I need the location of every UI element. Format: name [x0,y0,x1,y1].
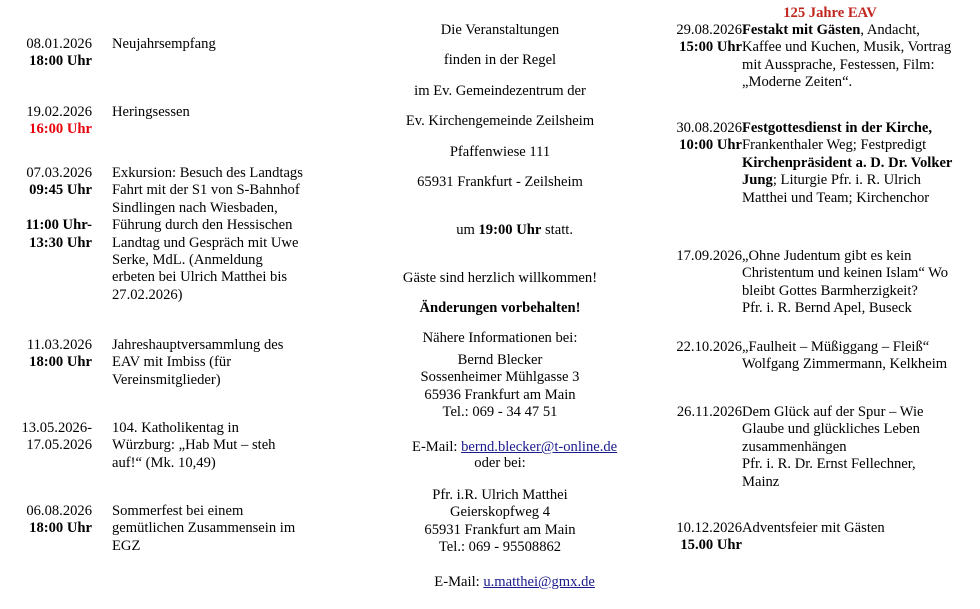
event-line-bold: Jung [742,172,773,189]
event-time-text-3: 13:30 Uhr [29,234,92,251]
or-label: oder bei: [474,455,526,471]
intro-line: im Ev. Gemeindezentrum der [414,82,586,99]
event-line: Christentum und keinen Islam“ Wo [742,265,949,282]
event-time-text: 09:45 Uhr [29,182,92,199]
event-line: mit Aussprache, Festessen, Film: [742,56,935,73]
event-description [742,339,980,374]
event-description [742,520,980,537]
event-date [0,104,92,139]
email-label: E-Mail: [434,574,484,591]
contact-block-2 [350,487,650,609]
event-entry [650,248,980,318]
welcome-note: Gäste sind herzlich willkommen! [402,269,598,286]
event-date-text: 07.03.2026 [26,165,92,181]
event-line: „Faulheit – Müßiggang – Fleiß“ [742,339,930,355]
event-time-text: 10:00 Uhr [679,137,742,154]
intro-line: Die Veranstaltungen [440,22,560,38]
event-date [0,503,92,538]
event-entry [650,339,980,374]
event-line: EAV mit Imbiss (für [112,354,232,371]
event-entry [650,120,980,207]
contact-name: Bernd Blecker [457,352,543,368]
event-line: EGZ [112,537,141,554]
event-date [0,337,92,372]
event-line: Mainz [742,473,780,490]
intro-line: 65931 Frankfurt - Zeilsheim [417,174,583,191]
disclaimer-note: Änderungen vorbehalten! [419,300,581,317]
event-date [0,36,92,71]
email-link[interactable]: u.matthei@gmx.de [483,574,595,591]
event-line: Jahreshauptversammlung des [112,337,284,353]
event-date [667,520,742,555]
event-time-text: 15.00 Uhr [680,537,742,554]
event-line: Heringsessen [112,104,190,120]
event-line: Fahrt mit der S1 von S-Bahnhof [112,182,300,199]
event-line: Kaffee und Kuchen, Musik, Vortrag [742,39,952,56]
email-link[interactable]: bernd.blecker@t-online.de [461,439,618,456]
event-date-text: 26.11.2026 [676,404,742,420]
event-date [667,404,742,421]
event-entry [650,404,980,491]
event-entry [650,22,980,92]
right-events-column [650,0,980,589]
event-line: Führung durch den Hessischen [112,217,293,234]
time-prefix: um [456,221,479,238]
event-line: Würzburg: „Hab Mut – steh [112,437,276,454]
event-line: Pfr. i. R. Dr. Ernst Fellechner, [742,456,916,473]
event-date-text: 13.05.2026- [21,420,92,436]
event-date [0,420,92,455]
event-description [742,22,980,92]
event-line: „Ohne Judentum gibt es kein [742,248,912,264]
center-info-column [350,0,650,589]
intro-line: Ev. Kirchengemeinde Zeilsheim [405,113,595,130]
event-date-text: 22.10.2026 [676,339,742,355]
event-line: Vereinsmitglieder) [112,371,221,388]
event-time-text: 18:00 Uhr [29,520,92,537]
event-line: Sindlingen nach Wiesbaden, [112,199,278,216]
event-line-rest: , Andacht, [860,22,920,38]
event-time-text-2: 11:00 Uhr- [25,217,92,234]
event-description [742,404,980,491]
event-line: Kirchenpräsident a. D. Dr. Volker [742,154,953,171]
event-line: „Moderne Zeiten“. [742,74,853,91]
contact-street: Sossenheimer Mühlgasse 3 [420,369,580,386]
event-date-text: 10.12.2026 [676,520,742,536]
event-date-text: 06.08.2026 [26,503,92,519]
event-line: Wolfgang Zimmermann, Kelkheim [742,356,948,373]
event-line: Dem Glück auf der Spur – Wie [742,404,924,420]
time-value: 19:00 Uhr [478,221,542,238]
event-line: Neujahrsempfang [112,36,216,52]
contact-city: 65936 Frankfurt am Main [424,386,576,403]
contact-name: Pfr. i.R. Ulrich Matthei [432,487,568,503]
event-line [742,172,980,189]
event-entry [650,520,980,554]
left-events-column [0,0,350,589]
event-date-text: 08.01.2026 [26,36,92,52]
event-date-text: 17.09.2026 [676,248,742,264]
contact-email-line [350,557,650,609]
event-line: Serke, MdL. (Anmeldung [112,252,263,269]
event-line [742,22,980,39]
event-line: Frankenthaler Weg; Festpredigt [742,137,927,154]
intro-line: Pfaffenwiese 111 [449,143,551,160]
contact-phone: Tel.: 069 - 95508862 [438,539,562,556]
event-time-text: 18:00 Uhr [29,354,92,371]
event-line: Adventsfeier mit Gästen [742,520,885,536]
email-label: E-Mail: [412,439,462,456]
event-line: Sommerfest bei einem [112,503,244,519]
event-line: Festgottesdienst in der Kirche, [742,120,932,136]
event-date [667,120,742,155]
or-label-block [350,455,650,472]
start-time-line [350,204,650,256]
event-time-text: 16:00 Uhr [29,121,92,138]
time-suffix: statt. [541,221,573,238]
event-date-text: 29.08.2026 [676,22,742,38]
event-description [742,120,980,207]
event-time-text: 15:00 Uhr [679,39,742,56]
event-line: Exkursion: Besuch des Landtags [112,165,303,181]
event-date [667,22,742,57]
contact-city: 65931 Frankfurt am Main [424,521,576,538]
event-line: gemütlichen Zusammensein im [112,520,296,537]
event-line-rest: ; Liturgie Pfr. i. R. Ulrich [772,172,921,189]
event-date-text: 19.02.2026 [26,104,92,120]
event-line: Glaube und glückliches Leben [742,421,920,438]
event-date [667,339,742,356]
event-time-text: 17.05.2026 [26,437,92,454]
event-line: 104. Katholikentag in [112,420,239,436]
event-line: bleibt Gottes Barmherzigkeit? [742,282,918,299]
event-line: Pfr. i. R. Bernd Apel, Buseck [742,300,912,317]
contact-phone: Tel.: 069 - 34 47 51 [442,404,558,421]
anniversary-heading: 125 Jahre EAV [783,5,877,21]
event-line: Landtag und Gespräch mit Uwe [112,234,299,251]
event-time-text: 18:00 Uhr [29,53,92,70]
event-date [667,248,742,265]
event-date-text: 30.08.2026 [676,120,742,136]
event-date-text: 11.03.2026 [26,337,92,353]
event-date [0,165,92,252]
event-description [742,248,980,318]
event-line-bold: Festakt mit Gästen [742,22,861,38]
intro-line: finden in der Regel [443,52,557,69]
event-line: auf!“ (Mk. 10,49) [112,454,216,471]
info-heading: Nähere Informationen bei: [422,330,578,347]
event-line: erbeten bei Ulrich Matthei bis [112,269,288,286]
event-line: 27.02.2026) [112,286,183,303]
venue-intro-block [350,22,650,361]
event-line: zusammenhängen [742,438,847,455]
event-line: Matthei und Team; Kirchenchor [742,189,930,206]
contact-street: Geierskopfweg 4 [449,504,551,521]
